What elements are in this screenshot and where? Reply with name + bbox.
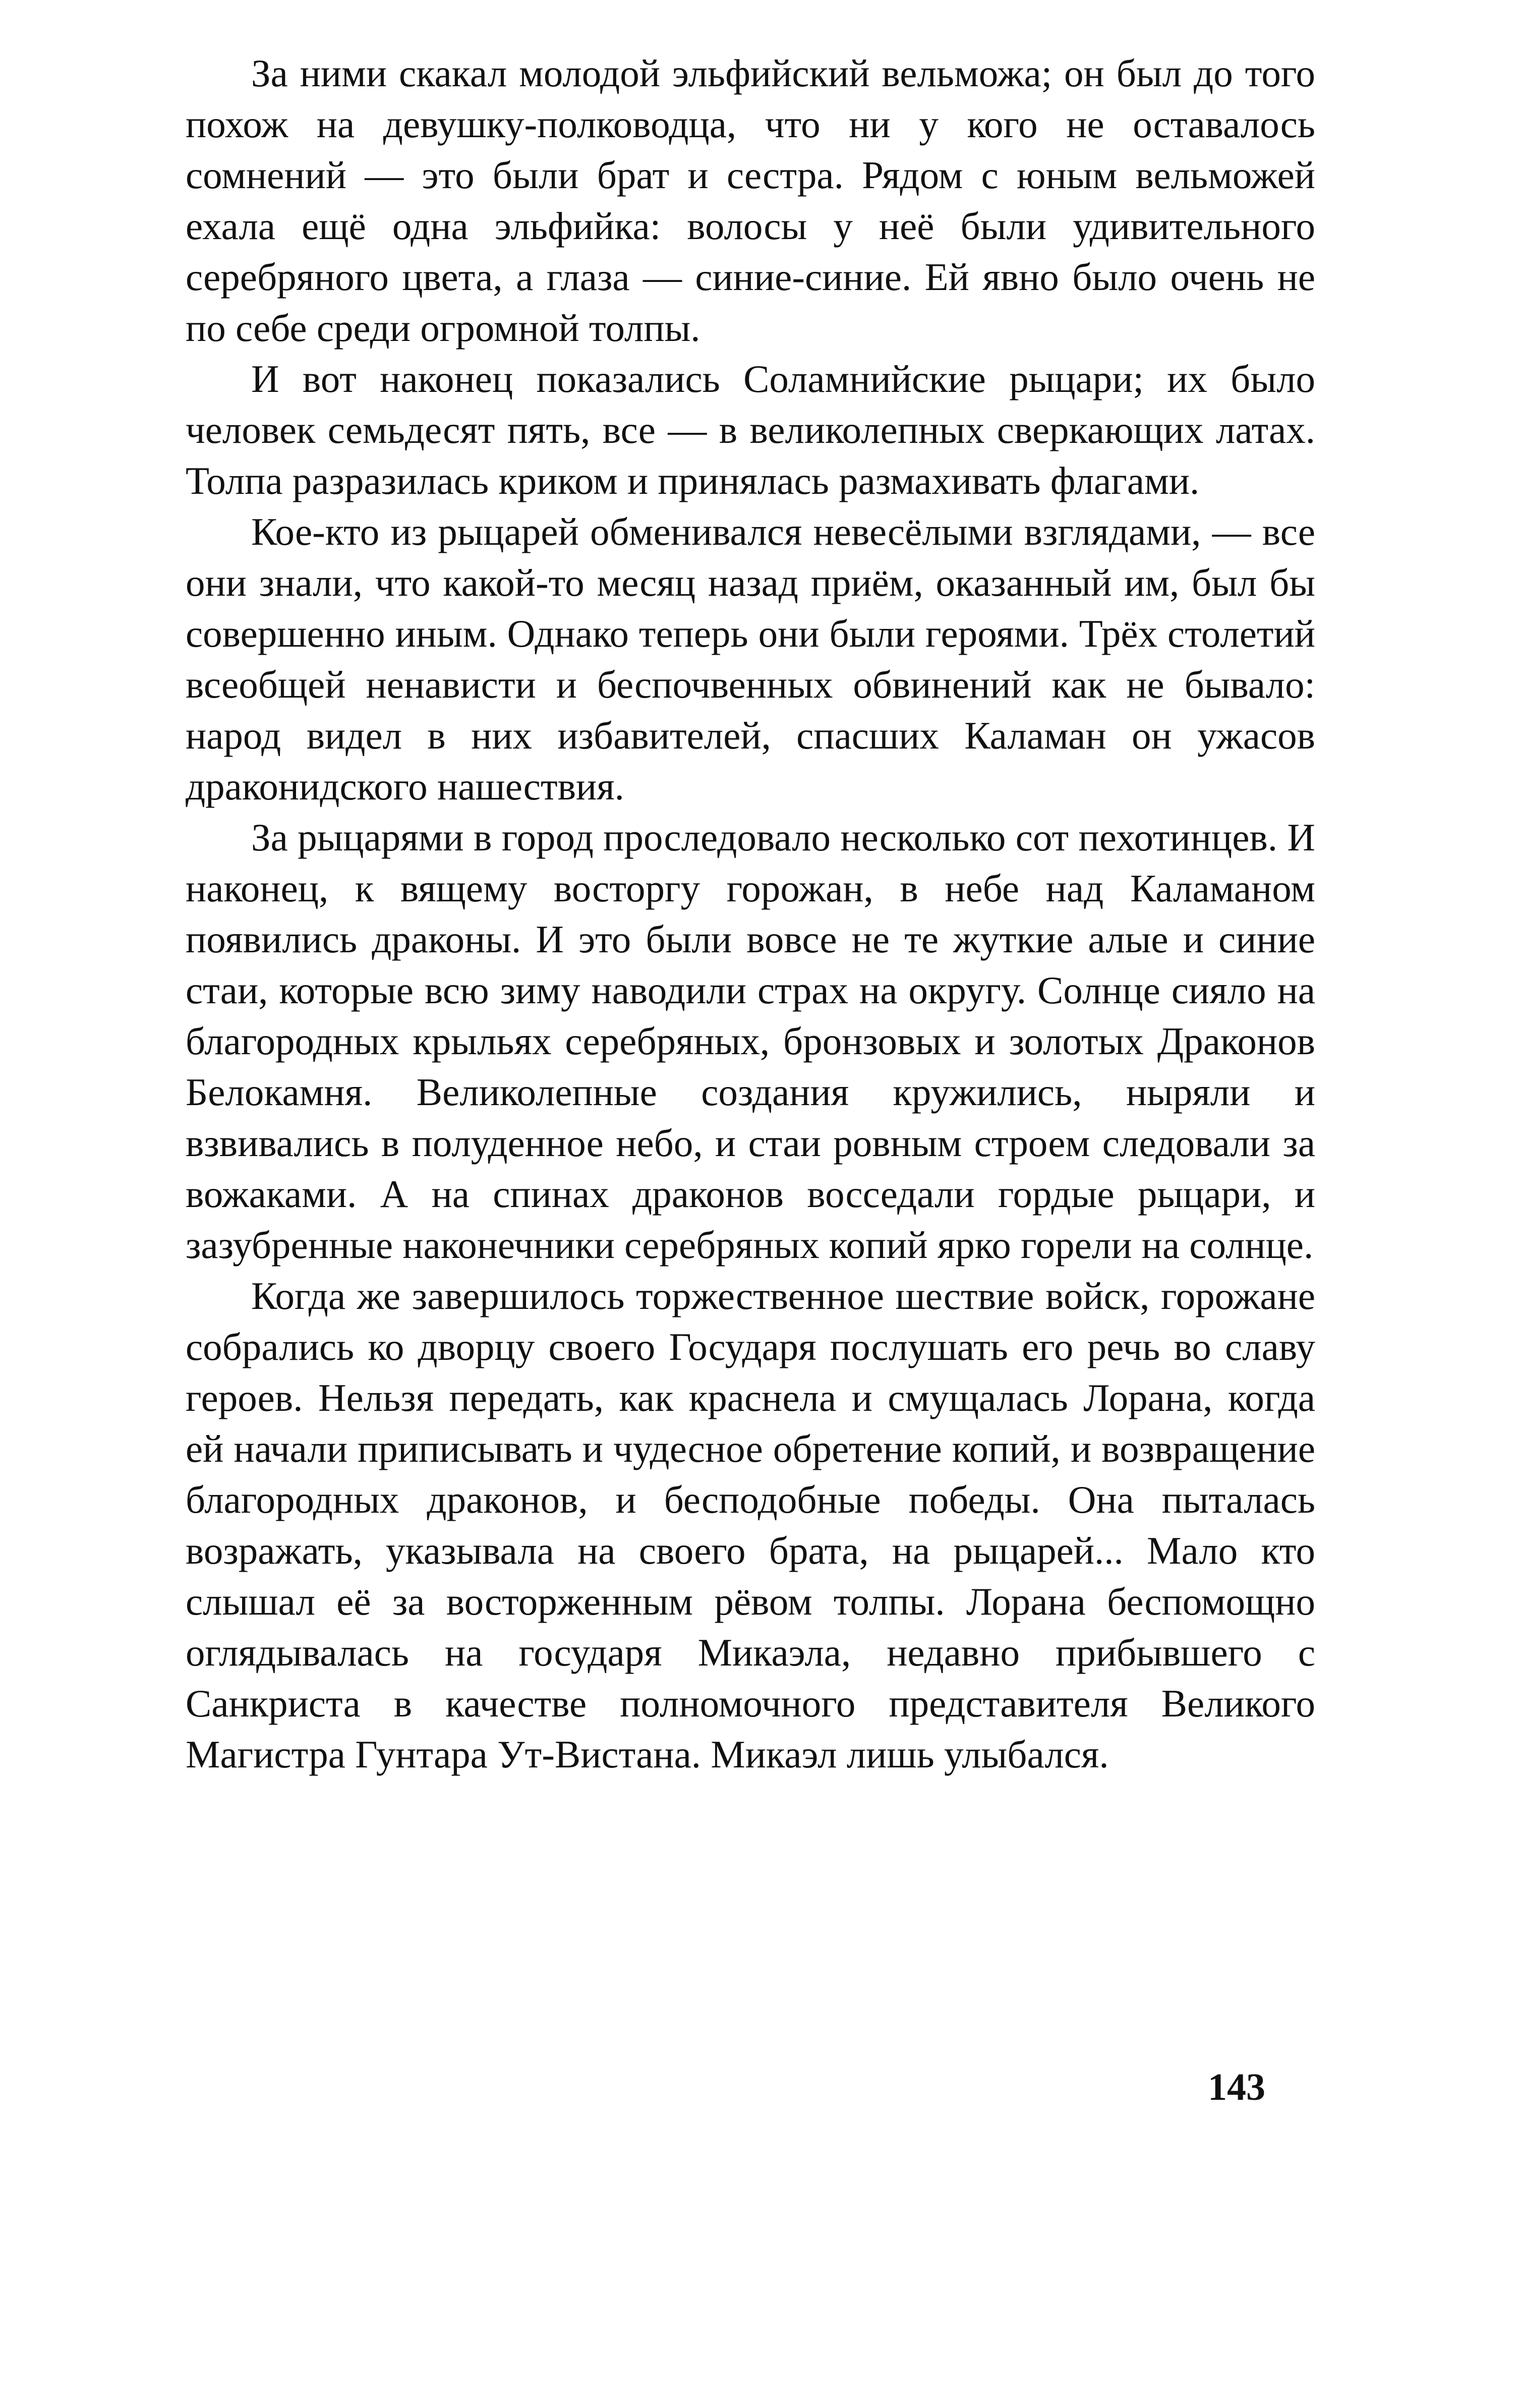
paragraph-4: За рыцарями в город проследовало несколько сот пехотинцев. И наконец, к вящему восторгу горожан, в небе над Каламаном появились драконы. И это были вовсе не те жуткие алые и синие стаи, которые всю зиму наводили страх на округу. Солнце сияло на благородных крыльях серебряных, бронзовых и золотых Драконов Белокамня. Великолепные создания кружились, ныряли и взвивались в полуденное небо, и стаи ровным строем следовали за вожаками. А на спинах драконов восседали гордые рыцари, и зазубренные наконечники серебряных копий ярко горели на солнце. <box>186 816 1315 1267</box>
body-text <box>186 48 1315 1780</box>
paragraph-3: Кое-кто из рыцарей обменивался невесёлыми взглядами, — все они знали, что какой-то месяц назад приём, оказанный им, был бы совершенно иным. Однако теперь они были героями. Трёх столетий всеобщей ненависти и беспочвенных обвинений как не бывало: народ видел в них избавителей, спасших Каламан он ужасов драконидского нашествия. <box>186 510 1315 808</box>
paragraph-1: За ними скакал молодой эльфийский вельможа; он был до того похож на девушку-полководца, что ни у кого не оставалось сомнений — это были брат и сестра. Рядом с юным вельможей ехала ещё одна эльфийка: волосы у неё были удивительного серебряного цвета, а глаза — синие-синие. Ей явно было очень не по себе среди огромной толпы. <box>186 51 1315 350</box>
paragraph-5: Когда же завершилось торжественное шествие войск, горожане собрались ко дворцу своего Государя послушать его речь во славу героев. Нельзя передать, как краснела и смущалась Лорана, когда ей начали приписывать и чудесное обретение копий, и возвращение благородных драконов, и бесподобные победы. Она пыталась возражать, указывала на своего брата, на рыцарей... Мало кто слышал её за восторженным рёвом толпы. Лорана беспомощно оглядывалась на государя Микаэла, недавно прибывшего с Санкриста в качестве полномочного представителя Великого Магистра Гунтара Ут-Вистана. Микаэл лишь улыбался. <box>186 1274 1315 1776</box>
paragraph-2: И вот наконец показались Соламнийские рыцари; их было человек семьдесят пять, все — в великолепных сверкающих латах. Толпа разразилась криком и принялась размахивать флагами. <box>186 357 1315 502</box>
page-number: 143 <box>1208 2066 1265 2108</box>
